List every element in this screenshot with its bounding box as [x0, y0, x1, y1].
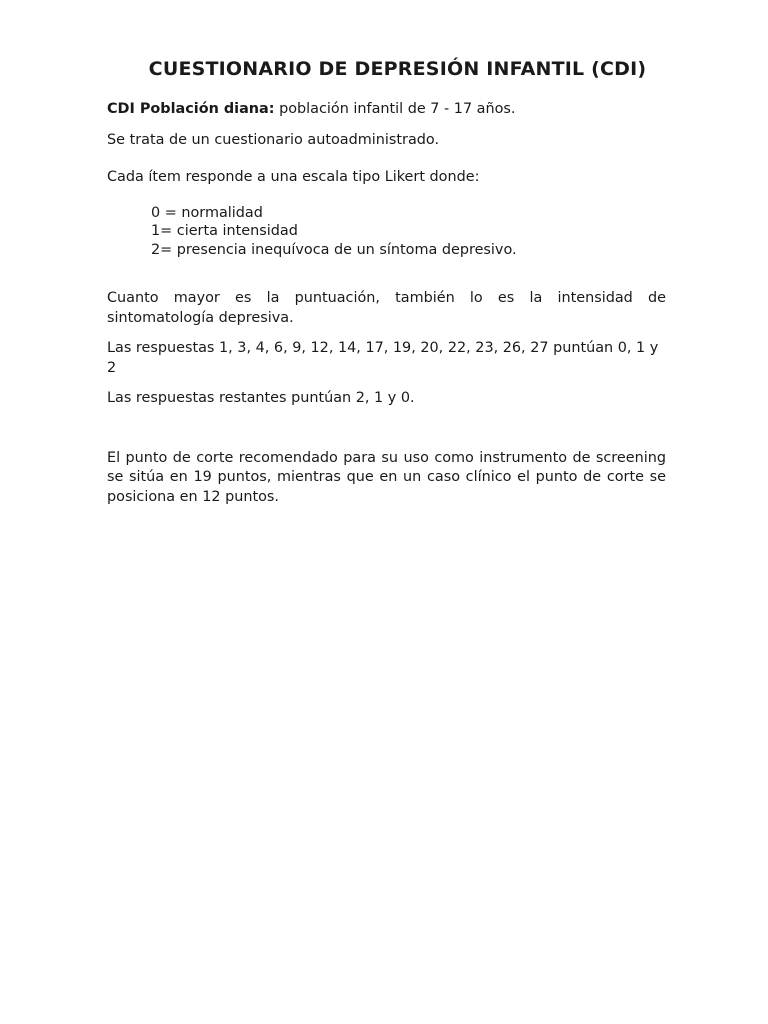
scale-item-2: 2= presencia inequívoca de un síntoma depresivo. — [151, 241, 517, 258]
likert-scale-list — [151, 204, 666, 260]
remaining-scoring-paragraph: Las respuestas restantes puntúan 2, 1 y 0. — [107, 390, 415, 406]
self-administered-note: Se trata de un cuestionario autoadministrado. — [107, 131, 440, 148]
scale-item-0: 0 = normalidad — [151, 204, 263, 221]
target-population — [107, 100, 666, 120]
target-population-label: CDI Población diana: — [107, 101, 275, 117]
target-population-text: población infantil de 7 - 17 años. — [274, 101, 516, 117]
scale-item-1: 1= cierta intensidad — [151, 223, 298, 239]
document-page — [107, 58, 666, 507]
higher-score-paragraph: Cuanto mayor es la puntuación, también lo es la intensidad de sintomatología depresiva. — [107, 290, 666, 326]
likert-intro: Cada ítem responde a una escala tipo Likert donde: — [107, 169, 480, 185]
page-title: CUESTIONARIO DE DEPRESIÓN INFANTIL (CDI) — [148, 58, 647, 80]
answers-scoring-paragraph: Las respuestas 1, 3, 4, 6, 9, 12, 14, 17, 19, 20, 22, 23, 26, 27 puntúan 0, 1 y 2 — [107, 340, 659, 376]
cutoff-paragraph: El punto de corte recomendado para su uso como instrumento de screening se sitúa en 19 puntos, mientras que en un caso clínico el punto de corte se posiciona en 12 puntos. — [107, 449, 666, 505]
